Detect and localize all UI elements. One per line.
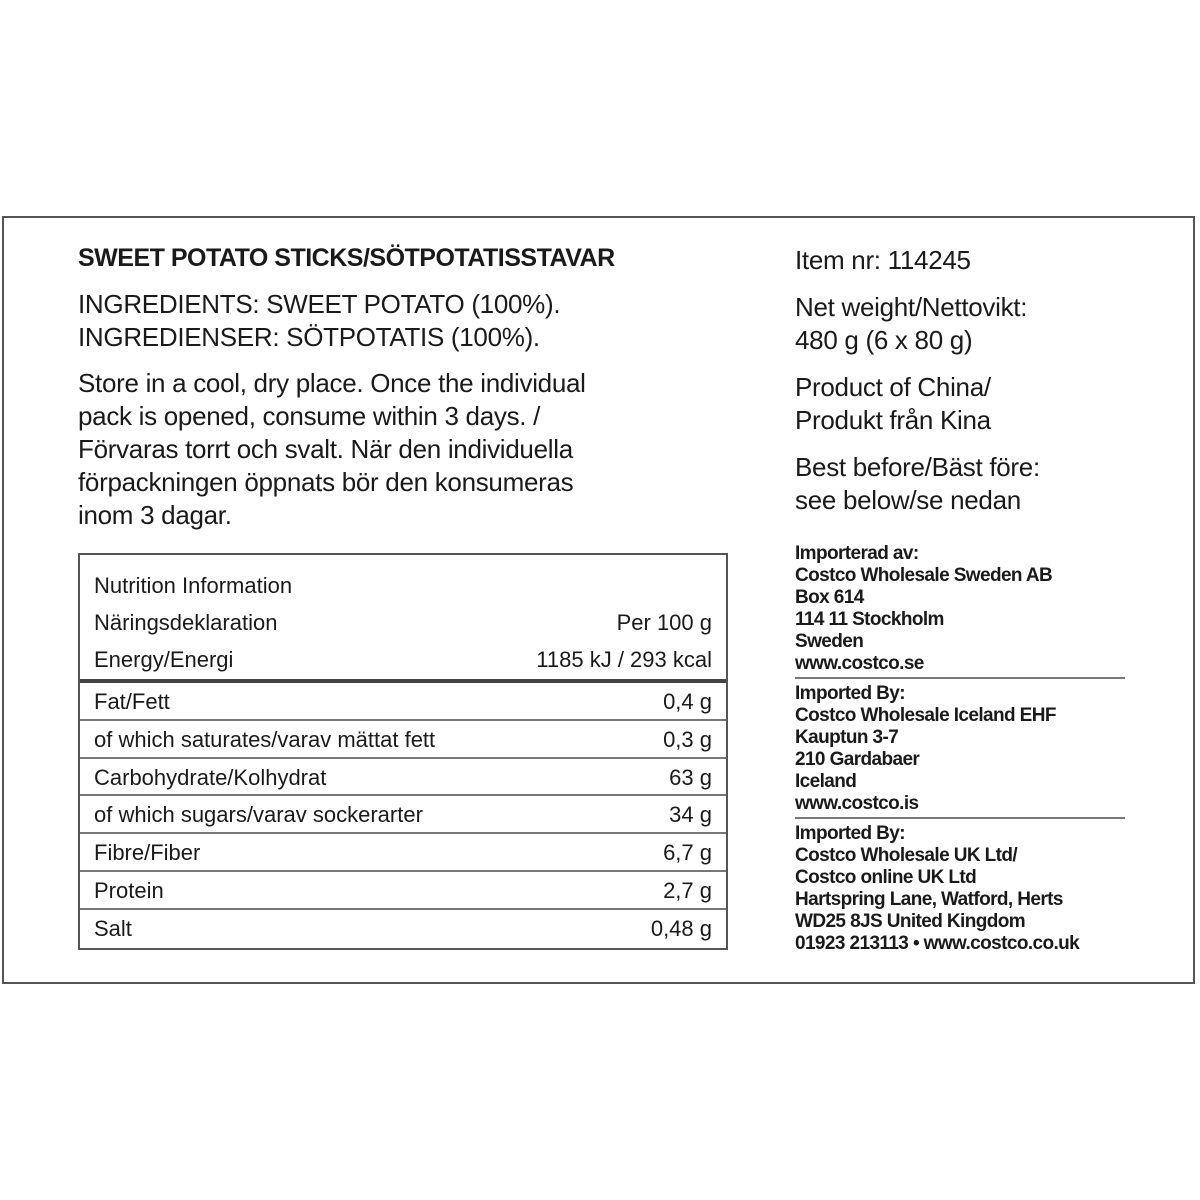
nutrient-label: of which saturates/varav mättat fett (94, 726, 436, 752)
nutrient-label: Protein (94, 877, 164, 903)
importer-line: Sweden (795, 631, 864, 652)
importer-sweden (795, 543, 1125, 679)
table-row (80, 683, 726, 721)
product-info-column (795, 244, 1145, 517)
energy-value: 1185 kJ / 293 kcal (536, 647, 712, 672)
ingredients-en: INGREDIENTS: SWEET POTATO (100%). (78, 289, 561, 319)
table-row (80, 759, 726, 797)
nutrition-heading-sv-line (94, 604, 712, 641)
table-row (80, 796, 726, 834)
importer-line: Hartspring Lane, Watford, Herts (795, 889, 1063, 910)
importer-line: Imported By: (795, 823, 905, 844)
importer-line: Costco Wholesale UK Ltd/ (795, 845, 1018, 866)
nutrition-heading-sv: Näringsdeklaration (94, 610, 278, 635)
net-weight-label: Net weight/Nettovikt: (795, 292, 1028, 322)
table-row (80, 910, 726, 948)
item-number: Item nr: 114245 (795, 245, 971, 275)
per-100g-label: Per 100 g (616, 610, 712, 635)
nutrient-value: 0,3 g (663, 726, 712, 752)
nutrient-value: 2,7 g (663, 877, 712, 903)
storage-line: Förvaras torrt och svalt. När den individuella (78, 434, 573, 464)
nutrient-value: 0,4 g (663, 689, 712, 714)
storage-line: Store in a cool, dry place. Once the individual (78, 368, 586, 398)
nutrition-header (80, 555, 726, 683)
nutrient-label: Salt (94, 915, 132, 941)
ingredients-sv: INGREDIENSER: SÖTPOTATIS (100%). (78, 322, 540, 352)
importer-line: Costco Wholesale Iceland EHF (795, 705, 1056, 726)
importer-line: Box 614 (795, 587, 864, 608)
table-row (80, 872, 726, 910)
nutrient-value: 0,48 g (650, 915, 712, 941)
table-row (80, 834, 726, 872)
importer-line: Kauptun 3-7 (795, 727, 899, 748)
storage-instructions (78, 367, 738, 532)
table-row (80, 721, 726, 759)
best-before-label: Best before/Bäst före: (795, 452, 1040, 482)
nutrient-value: 63 g (669, 764, 712, 790)
importer-line: 114 11 Stockholm (795, 609, 944, 630)
nutrient-label: of which sugars/varav sockerarter (94, 802, 423, 828)
nutrient-value: 6,7 g (663, 840, 712, 866)
importer-line: Importerad av: (795, 543, 919, 564)
importer-line: Costco Wholesale Sweden AB (795, 565, 1053, 586)
importers-list (795, 543, 1125, 961)
importer-line: Iceland (795, 771, 857, 792)
nutrition-table (78, 553, 728, 950)
importer-uk (795, 823, 1125, 957)
energy-label: Energy/Energi (94, 647, 234, 672)
origin-en: Product of China/ (795, 372, 991, 402)
importer-line: www.costco.se (795, 653, 924, 674)
storage-line: förpackningen öppnats bör den konsumeras (78, 467, 574, 497)
storage-line: inom 3 dagar. (78, 500, 232, 530)
nutrient-value: 34 g (669, 802, 712, 828)
best-before-value: see below/se nedan (795, 485, 1021, 515)
importer-line: WD25 8JS United Kingdom (795, 911, 1026, 932)
importer-line: www.costco.is (795, 793, 919, 814)
nutrient-label: Fat/Fett (94, 689, 170, 714)
importer-line: 210 Gardabaer (795, 749, 920, 770)
nutrition-heading: Nutrition Information (94, 573, 293, 598)
importer-line: Imported By: (795, 683, 905, 704)
energy-line (94, 641, 712, 678)
nutrient-label: Fibre/Fiber (94, 840, 201, 866)
importer-line: 01923 213113 • www.costco.co.uk (795, 933, 1080, 954)
nutrition-heading-line (94, 567, 712, 604)
nutrient-label: Carbohydrate/Kolhydrat (94, 764, 327, 790)
origin-sv: Produkt från Kina (795, 405, 991, 435)
storage-line: pack is opened, consume within 3 days. / (78, 401, 541, 431)
net-weight-value: 480 g (6 x 80 g) (795, 325, 973, 355)
importer-line: Costco online UK Ltd (795, 867, 977, 888)
importer-iceland (795, 683, 1125, 819)
product-title: SWEET POTATO STICKS/SÖTPOTATISSTAVAR (78, 244, 615, 272)
ingredients-block (78, 288, 560, 354)
